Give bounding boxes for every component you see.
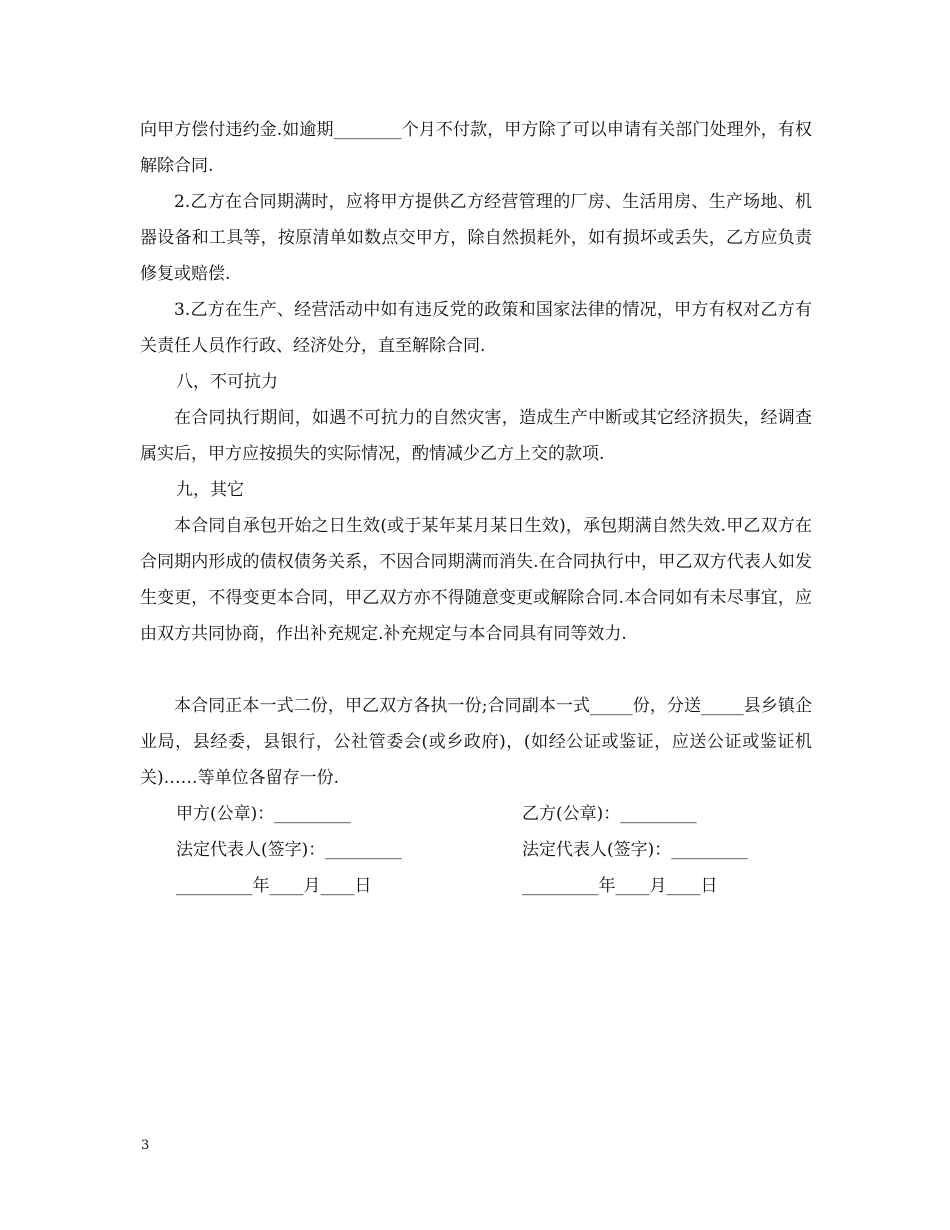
paragraph-copies: 本合同正本一式二份，甲乙双方各执一份;合同副本一式_____份，分送_____县乡镇企业局，县经委，县银行，公社管委会(或乡政府)，(如经公证或鉴证，应送公证或鉴证机关)……等单位各留存一份. — [140, 696, 812, 788]
heading-force-majeure: 八，不可抗力 — [176, 372, 278, 392]
party-a-seal-line: 甲方(公章)：_________ — [176, 804, 351, 824]
paragraph-clause-2: 2.乙方在合同期满时，应将甲方提供乙方经营管理的厂房、生活用房、生产场地、机器设备和工具等，按原清单如数点交甲方，除自然损耗外，如有损坏或丢失，乙方应负责修复或赔偿. — [140, 192, 812, 284]
heading-other: 九，其它 — [176, 480, 244, 500]
party-a-representative-line: 法定代表人(签字)：_________ — [176, 840, 402, 860]
paragraph-clause-3: 3.乙方在生产、经营活动中如有违反党的政策和国家法律的情况，甲方有权对乙方有关责任人员作行政、经济处分，直至解除合同. — [140, 300, 812, 356]
party-b-seal-line: 乙方(公章)：_________ — [522, 804, 697, 824]
page-number: 3 — [141, 1138, 150, 1153]
paragraph-force-majeure: 在合同执行期间，如遇不可抗力的自然灾害，造成生产中断或其它经济损失，经调查属实后，甲方应按损失的实际情况，酌情减少乙方上交的款项. — [140, 408, 812, 464]
paragraph-effectiveness: 本合同自承包开始之日生效(或于某年某月某日生效)，承包期满自然失效.甲乙双方在合同期内形成的债权债务关系，不因合同期满而消失.在合同执行中，甲乙双方代表人如发生变更，不得变更本合同，甲乙双方亦不得随意变更或解除合同.本合同如有未尽事宜，应由双方共同协商，作出补充规定.补充规定与本合同具有同等效力. — [140, 516, 812, 644]
party-a-date-line: _________年____月____日 — [176, 876, 372, 896]
party-b-date-line: _________年____月____日 — [522, 876, 718, 896]
party-b-representative-line: 法定代表人(签字)：_________ — [522, 840, 748, 860]
paragraph-penalty: 向甲方偿付违约金.如逾期________个月不付款，甲方除了可以申请有关部门处理外，有权解除合同. — [140, 120, 812, 176]
